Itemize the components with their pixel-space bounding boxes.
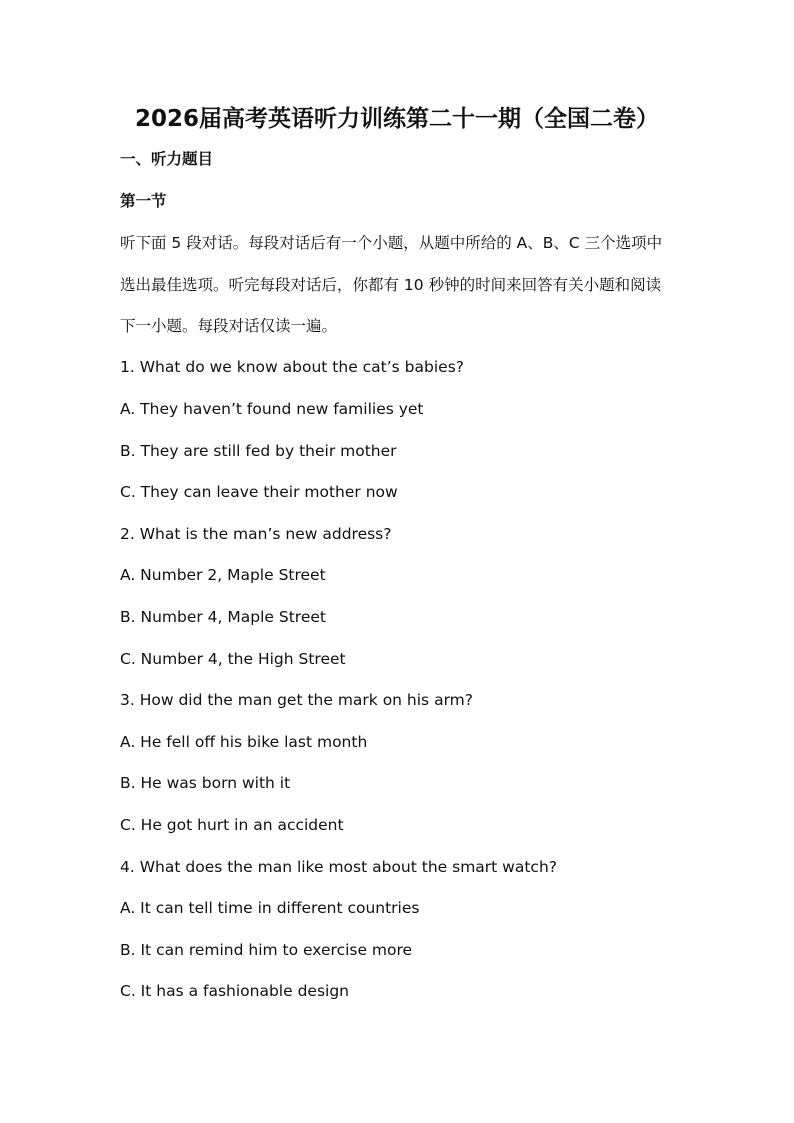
subsection-heading: 第一节 [120, 192, 167, 210]
answer-option: A. They haven’t found new families yet [120, 400, 424, 418]
instruction-line: 听下面 5 段对话。每段对话后有一个小题，从题中所给的 A、B、C 三个选项中 [120, 234, 663, 252]
answer-option: A. Number 2, Maple Street [120, 566, 326, 584]
question-stem: 1. What do we know about the cat’s babies? [120, 358, 465, 376]
question-stem: 4. What does the man like most about the smart watch? [120, 858, 557, 876]
answer-option: B. Number 4, Maple Street [120, 608, 326, 626]
instruction-line: 下一小题。每段对话仅读一遍。 [120, 317, 338, 335]
answer-option: A. He fell off his bike last month [120, 733, 368, 751]
answer-option: A. It can tell time in different countries [120, 899, 420, 917]
answer-option: B. They are still fed by their mother [120, 442, 397, 460]
question-stem: 3. How did the man get the mark on his arm? [120, 691, 473, 709]
answer-option: C. Number 4, the High Street [120, 650, 346, 668]
answer-option: C. It has a fashionable design [120, 982, 349, 1000]
section-heading: 一、听力题目 [120, 150, 214, 168]
answer-option: B. It can remind him to exercise more [120, 941, 413, 959]
answer-option: C. He got hurt in an accident [120, 816, 344, 834]
instruction-line: 选出最佳选项。听完每段对话后，你都有 10 秒钟的时间来回答有关小题和阅读 [120, 276, 662, 294]
answer-option: B. He was born with it [120, 774, 291, 792]
question-stem: 2. What is the man’s new address? [120, 525, 392, 543]
answer-option: C. They can leave their mother now [120, 483, 398, 501]
document-title: 2026届高考英语听力训练第二十一期（全国二卷） [134, 106, 659, 132]
